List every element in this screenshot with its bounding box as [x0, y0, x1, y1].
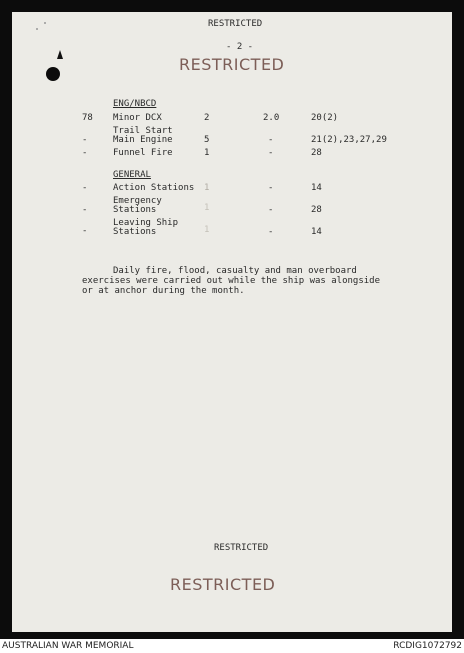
- exercise-name: Action Stations: [113, 183, 195, 193]
- exercise-dates: 28: [311, 148, 322, 158]
- exercise-name-line2: Stations: [113, 227, 157, 237]
- exercise-hours: 2.0: [263, 113, 280, 123]
- exercise-count: 1: [204, 183, 210, 193]
- exercise-dates: 14: [311, 183, 322, 193]
- footer-reference: RCDIG1072792: [393, 641, 462, 651]
- exercise-hours: -: [268, 135, 274, 145]
- row-number: 78: [82, 113, 93, 123]
- exercise-dates: 20(2): [311, 113, 339, 123]
- exercise-name: Emergency: [113, 196, 162, 206]
- exercise-dates: 21(2),23,27,29: [311, 135, 387, 145]
- paragraph-line: or at anchor during the month.: [82, 286, 245, 296]
- exercise-hours: -: [268, 205, 274, 215]
- paragraph-line: exercises were carried out while the ship was alongside: [82, 276, 381, 286]
- paragraph-line: Daily fire, flood, casualty and man overboard: [113, 266, 357, 276]
- exercise-name: Minor DCX: [113, 113, 162, 123]
- row-number: -: [82, 205, 88, 215]
- restricted-stamp-bottom: RESTRICTED: [170, 575, 276, 594]
- exercise-count: 1: [204, 203, 210, 213]
- exercise-hours: -: [268, 148, 274, 158]
- row-number: -: [82, 183, 88, 193]
- exercise-dates: 14: [311, 227, 322, 237]
- exercise-count: 5: [204, 135, 210, 145]
- exercise-count: 1: [204, 148, 210, 158]
- punch-hole: [46, 67, 60, 81]
- exercise-dates: 28: [311, 205, 322, 215]
- page-mark: [57, 50, 63, 59]
- page-number: - 2 -: [226, 42, 254, 52]
- row-number: -: [82, 135, 88, 145]
- exercise-count: 2: [204, 113, 210, 123]
- exercise-hours: -: [268, 227, 274, 237]
- exercise-count: 1: [204, 225, 210, 235]
- exercise-name-line2: Main Engine: [113, 135, 173, 145]
- section-heading-eng: ENG/NBCD: [113, 99, 157, 109]
- bottom-classification: RESTRICTED: [214, 543, 269, 553]
- footer-institution: AUSTRALIAN WAR MEMORIAL: [2, 641, 134, 651]
- exercise-name-line2: Stations: [113, 205, 157, 215]
- document-page: [12, 12, 452, 632]
- exercise-name: Trail Start: [113, 126, 173, 136]
- section-heading-general: GENERAL: [113, 170, 151, 180]
- speck: [44, 22, 46, 24]
- exercise-hours: -: [268, 183, 274, 193]
- restricted-stamp-top: RESTRICTED: [179, 55, 285, 74]
- archive-footer: [0, 639, 464, 653]
- exercise-name: Funnel Fire: [113, 148, 173, 158]
- header-classification: RESTRICTED: [208, 19, 263, 29]
- speck: [36, 28, 38, 30]
- row-number: -: [82, 226, 88, 236]
- row-number: -: [82, 148, 88, 158]
- exercise-name: Leaving Ship: [113, 218, 179, 228]
